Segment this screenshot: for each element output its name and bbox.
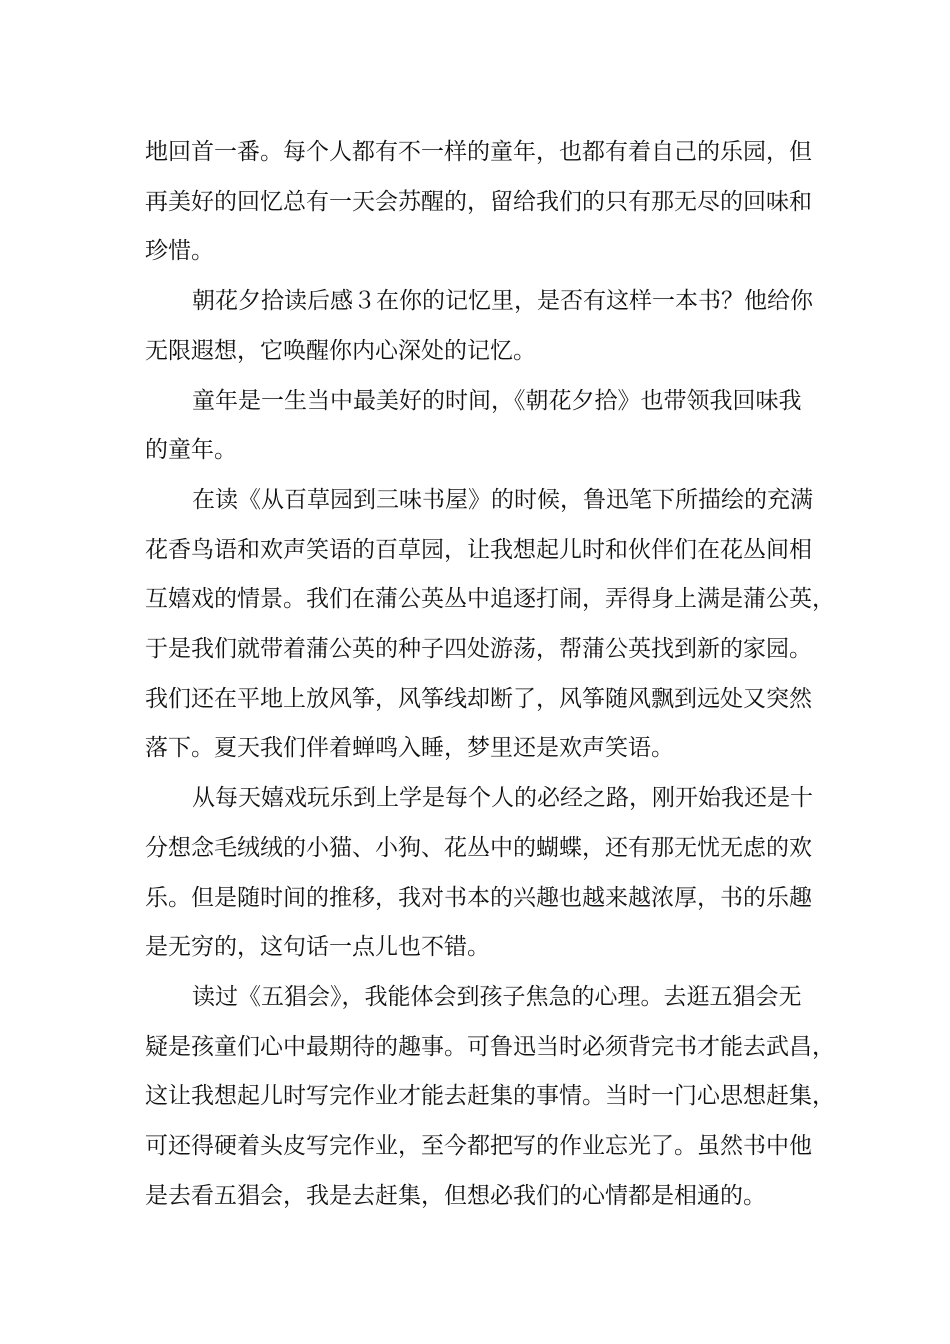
text-line: 朝花夕拾读后感３在你的记忆里，是否有这样一本书？他给你: [192, 288, 813, 314]
text-line: 童年是一生当中最美好的时间，《朝花夕拾》也带领我回味我: [192, 388, 802, 414]
text-line: 我们还在平地上放风筝，风筝线却断了，风筝随风飘到远处又突然: [145, 686, 812, 712]
text-line: 乐。但是随时间的推移，我对书本的兴趣也越来越浓厚，书的乐趣: [145, 885, 812, 911]
text-line: 于是我们就带着蒲公英的种子四处游荡，帮蒲公英找到新的家园。: [145, 636, 812, 662]
text-line: 读过《五猖会》，我能体会到孩子焦急的心理。去逛五猖会无: [192, 984, 802, 1010]
text-line: 从每天嬉戏玩乐到上学是每个人的必经之路，刚开始我还是十: [192, 785, 813, 811]
text-line: 互嬉戏的情景。我们在蒲公英丛中追逐打闹，弄得身上满是蒲公英，: [145, 586, 835, 612]
text-line: 分想念毛绒绒的小猫、小狗、花丛中的蝴蝶，还有那无忧无虑的欢: [145, 835, 812, 861]
text-line: 的童年。: [145, 437, 237, 463]
text-line: 在读《从百草园到三味书屋》的时候，鲁迅笔下所描绘的充满: [192, 487, 813, 513]
text-line: 这让我想起儿时写完作业才能去赶集的事情。当时一门心思想赶集，: [145, 1083, 835, 1109]
text-line: 花香鸟语和欢声笑语的百草园，让我想起儿时和伙伴们在花丛间相: [145, 537, 812, 563]
text-line: 可还得硬着头皮写完作业，至今都把写的作业忘光了。虽然书中他: [145, 1133, 812, 1159]
text-line: 落下。夏天我们伴着蝉鸣入睡，梦里还是欢声笑语。: [145, 735, 674, 761]
text-line: 是去看五猖会，我是去赶集，但想必我们的心情都是相通的。: [145, 1183, 766, 1209]
text-line: 珍惜。: [145, 238, 214, 264]
text-line: 地回首一番。每个人都有不一样的童年，也都有着自己的乐园，但: [145, 139, 812, 165]
text-line: 疑是孩童们心中最期待的趣事。可鲁迅当时必须背完书才能去武昌，: [145, 1034, 835, 1060]
text-line: 再美好的回忆总有一天会苏醒的，留给我们的只有那无尽的回味和: [145, 189, 812, 215]
text-line: 无限遐想，它唤醒你内心深处的记忆。: [145, 338, 536, 364]
text-line: 是无穷的，这句话一点儿也不错。: [145, 934, 490, 960]
